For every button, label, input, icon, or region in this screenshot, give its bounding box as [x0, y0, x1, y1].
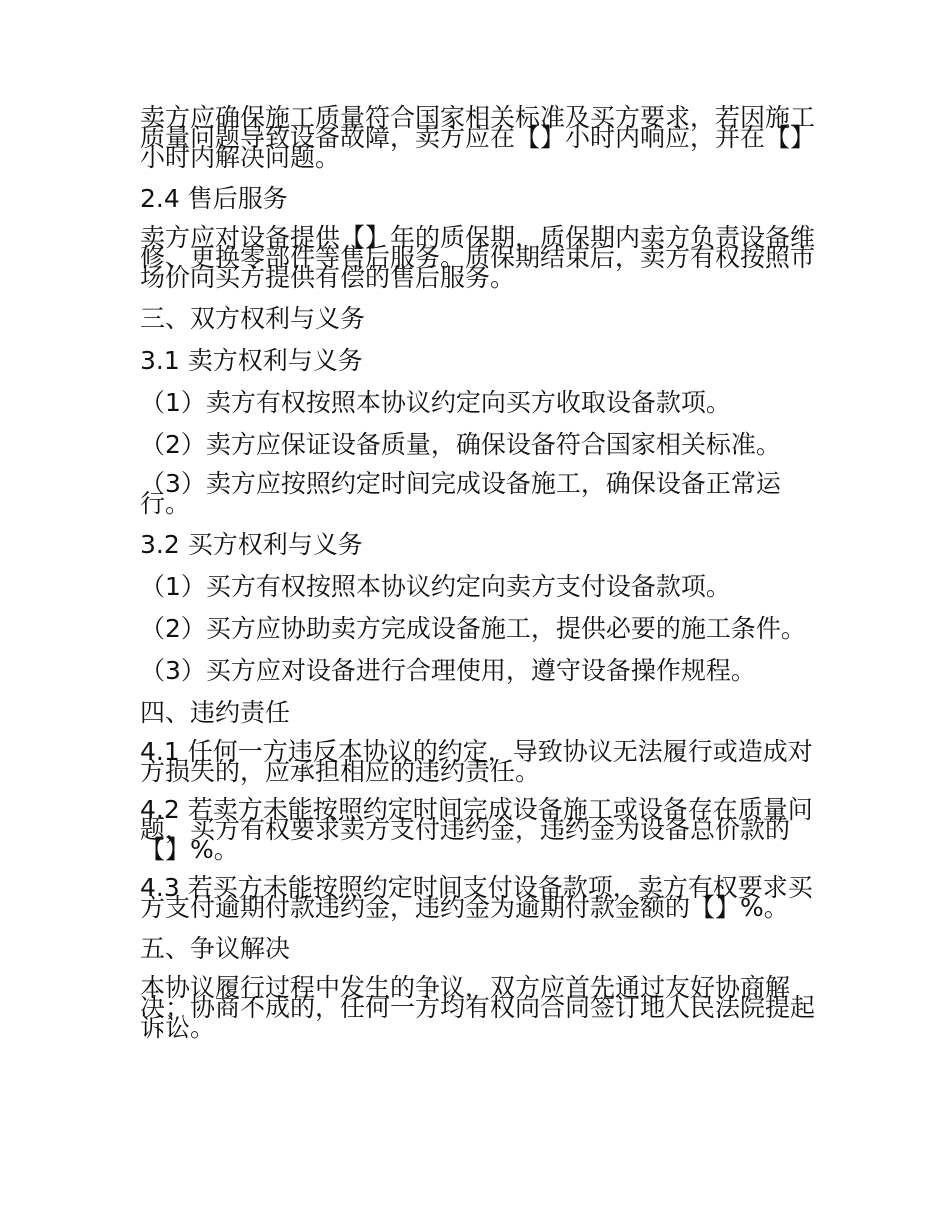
list-item-buyer-2: （2）买方应协助卖方完成设备施工，提供必要的施工条件。	[140, 614, 806, 643]
heading-rights-and-obligations: 三、双方权利与义务	[140, 304, 366, 333]
list-item-seller-2: （2）卖方应保证设备质量，确保设备符合国家相关标准。	[140, 430, 781, 459]
list-item-seller-1: （1）卖方有权按照本协议约定向买方收取设备款项。	[140, 388, 731, 417]
document-page	[140, 103, 820, 1056]
list-item-buyer-3: （3）买方应对设备进行合理使用，遵守设备操作规程。	[140, 656, 756, 685]
paragraph-breach-4-1: 4.1 任何一方违反本协议的约定，导致协议无法履行或造成对方损失的，应承担相应的违约责任。	[140, 737, 813, 786]
paragraph-construction-quality: 卖方应确保施工质量符合国家相关标准及买方要求，若因施工质量问题导致设备故障，卖方应在【】小时内响应，并在【】小时内解决问题。	[140, 103, 816, 172]
heading-after-sales-service: 2.4 售后服务	[140, 184, 288, 213]
list-item-seller-3: （3）卖方应按照约定时间完成设备施工，确保设备正常运行。	[140, 469, 781, 518]
heading-seller-rights: 3.1 卖方权利与义务	[140, 346, 363, 375]
paragraph-breach-4-3: 4.3 若买方未能按照约定时间支付设备款项，卖方有权要求买方支付逾期付款违约金，违约金为逾期付款金额的【】%。	[140, 873, 813, 922]
paragraph-warranty: 卖方应对设备提供【】年的质保期，质保期内卖方负责设备维修、更换零部件等售后服务。质保期结束后，卖方有权按照市场价向买方提供有偿的售后服务。	[140, 223, 816, 292]
heading-dispute-resolution: 五、争议解决	[140, 934, 291, 963]
paragraph-breach-4-2: 4.2 若卖方未能按照约定时间完成设备施工或设备存在质量问题，买方有权要求卖方支付违约金，违约金为设备总价款的【】%。	[140, 795, 813, 864]
heading-buyer-rights: 3.2 买方权利与义务	[140, 530, 363, 559]
heading-liability-for-breach: 四、违约责任	[140, 698, 291, 727]
paragraph-dispute-resolution: 本协议履行过程中发生的争议，双方应首先通过友好协商解决；协商不成的，任何一方均有权向合同签订地人民法院提起诉讼。	[140, 973, 816, 1042]
list-item-buyer-1: （1）买方有权按照本协议约定向卖方支付设备款项。	[140, 572, 731, 601]
